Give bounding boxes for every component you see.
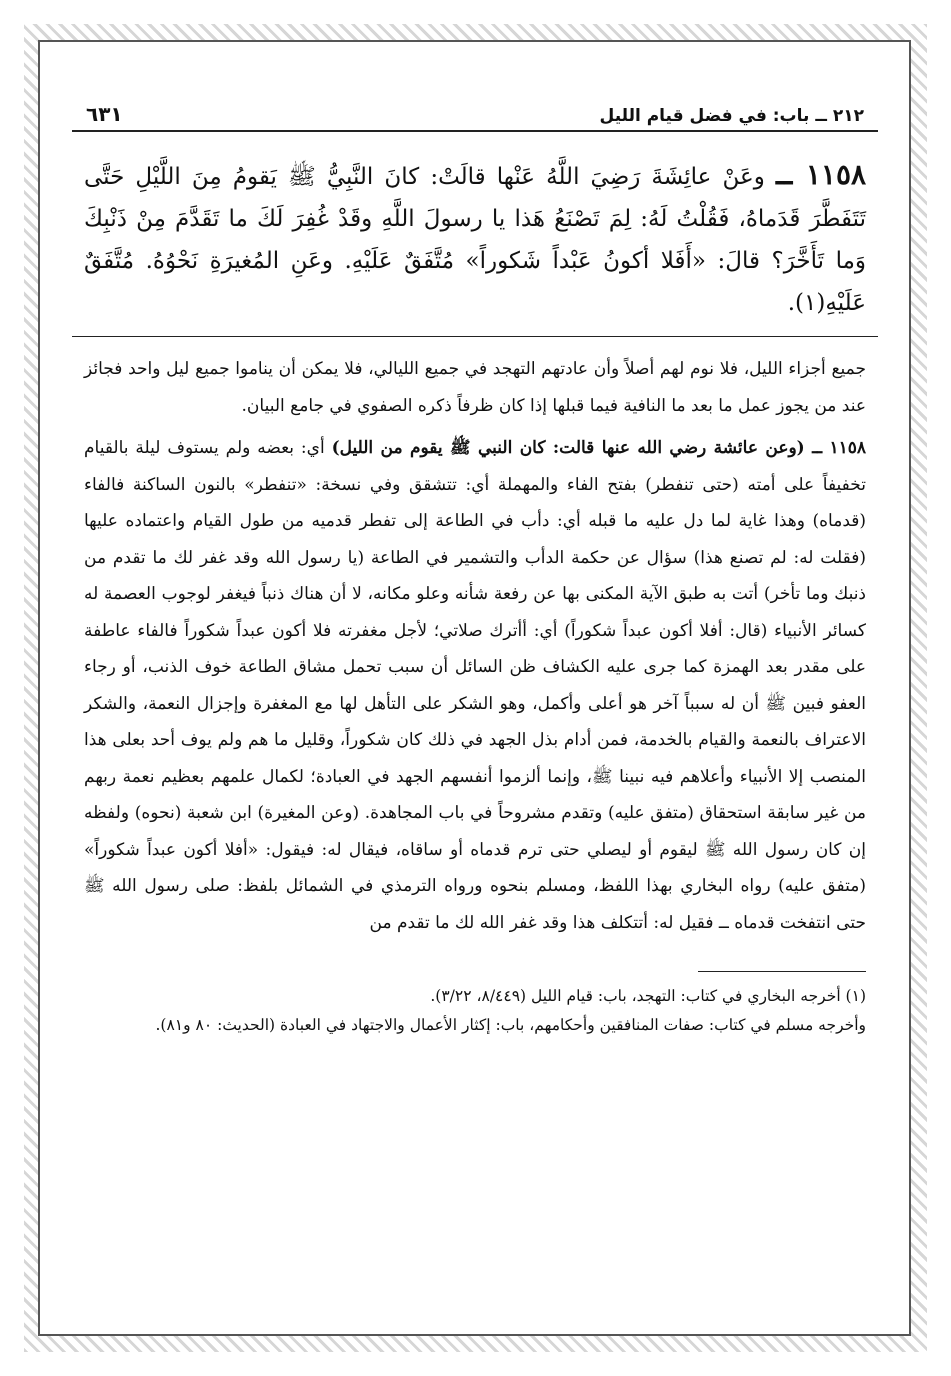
footnote-line-1: (١) أخرجه البخاري في كتاب: التهجد، باب: قيام الليل (٨/٤٤٩، ٣/٢٢). (430, 987, 866, 1005)
commentary (72, 351, 878, 941)
page-content (72, 96, 878, 1040)
commentary-paragraph-2 (84, 430, 866, 941)
footnotes (72, 982, 878, 1040)
footnote-line-2: وأخرجه مسلم في كتاب: صفات المنافقين وأحكامهم، باب: إكثار الأعمال والاجتهاد في العبادة (الحديث: ٨٠ و٨١). (155, 1016, 866, 1034)
hadith-number: ١١٥٨ ــ (775, 158, 867, 191)
footnote-rule (698, 971, 866, 972)
commentary-body: أي: بعضه ولم يستوف ليلة بالقيام تخفيفاً على أمته (حتى تنفطر) بفتح الفاء والمهملة أي: تتشقق وفي نسخة: «تنفطر» بالنون الساكنة فالفاء (قدماه) وهذا غاية لما دل عليه ما قبله أي: دأب في الطاعة إلى تفطر قدميه من طول القيام واعتماده عليها (فقلت له: لم تصنع هذا) سؤال عن حكمة الدأب والتشمير في الطاعة (يا رسول الله وقد غفر لك ما تقدم من ذنبك وما تأخر) أتت به طبق الآية المكنى بها عن رفعة شأنه وعلو مكانه، لا أن هناك ذنباً فيغفر لوجوب العصمة له كسائر الأنبياء (قال: أفلا أكون عبداً شكوراً) أي: أأترك صلاتي؛ لأجل مغفرته فلا أكون عبداً شكوراً فالفاء عاطفة على مقدر بعد الهمزة كما جرى عليه الكشاف ظن السائل أن سبب تحمل مشاق الطاعة خوف الذنب، أو رجاء العفو فبين ﷺ أن له سبباً آخر هو أعلى وأكمل، وهو الشكر على التأهل لها مع المغفرة وإجزال النعمة، والشكر الاعتراف بالنعمة والقيام بالخدمة، فمن أدام بذل الجهد في ذلك كان شكوراً، وقليل ما هم ولم يوف أحد بعلى هذا المنصب إلا الأنبياء وأعلاهم فيه نبينا ﷺ، وإنما ألزموا أنفسهم الجهد في العبادة؛ لكمال علمهم بعظيم نعمة ربهم من غير سابقة استحقاق (متفق عليه) وتقدم مشروحاً في باب المجاهدة. (وعن المغيرة) ابن شعبة (نحوه) ولفظه إن كان رسول الله ﷺ ليقوم أو ليصلي حتى ترم قدماه أو ساقاه، فيقال له: فيقول: «أفلا أكون عبداً شكوراً» (متفق عليه) رواه البخاري بهذا اللفظ، ومسلم بنحوه ورواه الترمذي في الشمائل بلفظ: صلى رسول الله ﷺ حتى انتفخت قدماه ــ فقيل له: أتتكلف هذا وقد غفر الله لك ما تقدم من (84, 438, 866, 933)
commentary-paragraph-1: جميع أجزاء الليل، فلا نوم لهم أصلاً وأن عادتهم التهجد في جميع الليالي، فلا يمكن أن يناموا جميع ليل واحد فجائز عند من يجوز عمل ما بعد ما النافية فيما قبلها إذا كان ظرفاً ذكره الصفوي في جامع البيان. (84, 359, 866, 416)
commentary-lead: ١١٥٨ ــ (وعن عائشة رضي الله عنها قالت: كان النبي ﷺ يقوم من الليل) (331, 438, 867, 458)
hadith-text (72, 154, 878, 324)
section-divider (72, 336, 878, 337)
hadith-body: وعَنْ عائِشَةَ رَضِيَ اللَّهُ عَنْها قالَتْ: كانَ النَّبِيُّ ﷺ يَقومُ مِنَ اللَّيْلِ حَتَّى تَتَفَطَّرَ قَدَماهُ، فَقُلْتُ لَهُ: لِمَ تَصْنَعُ هَذا يا رسولَ اللَّهِ وقَدْ غُفِرَ لَكَ ما تَقَدَّمَ مِنْ ذَنْبِكَ وَما تَأَخَّرَ؟ قالَ: «أَفَلا أكونُ عَبْداً شَكوراً» مُتَّفَقٌ عَلَيْهِ. وعَنِ المُغيرَةِ نَحْوُهُ. مُتَّفَقٌ عَلَيْهِ(١). (84, 164, 866, 316)
page-number: ٦٣١ (86, 102, 123, 126)
chapter-title: ٢١٢ ــ باب: في فضل قيام الليل (599, 106, 864, 126)
running-header (72, 96, 878, 132)
